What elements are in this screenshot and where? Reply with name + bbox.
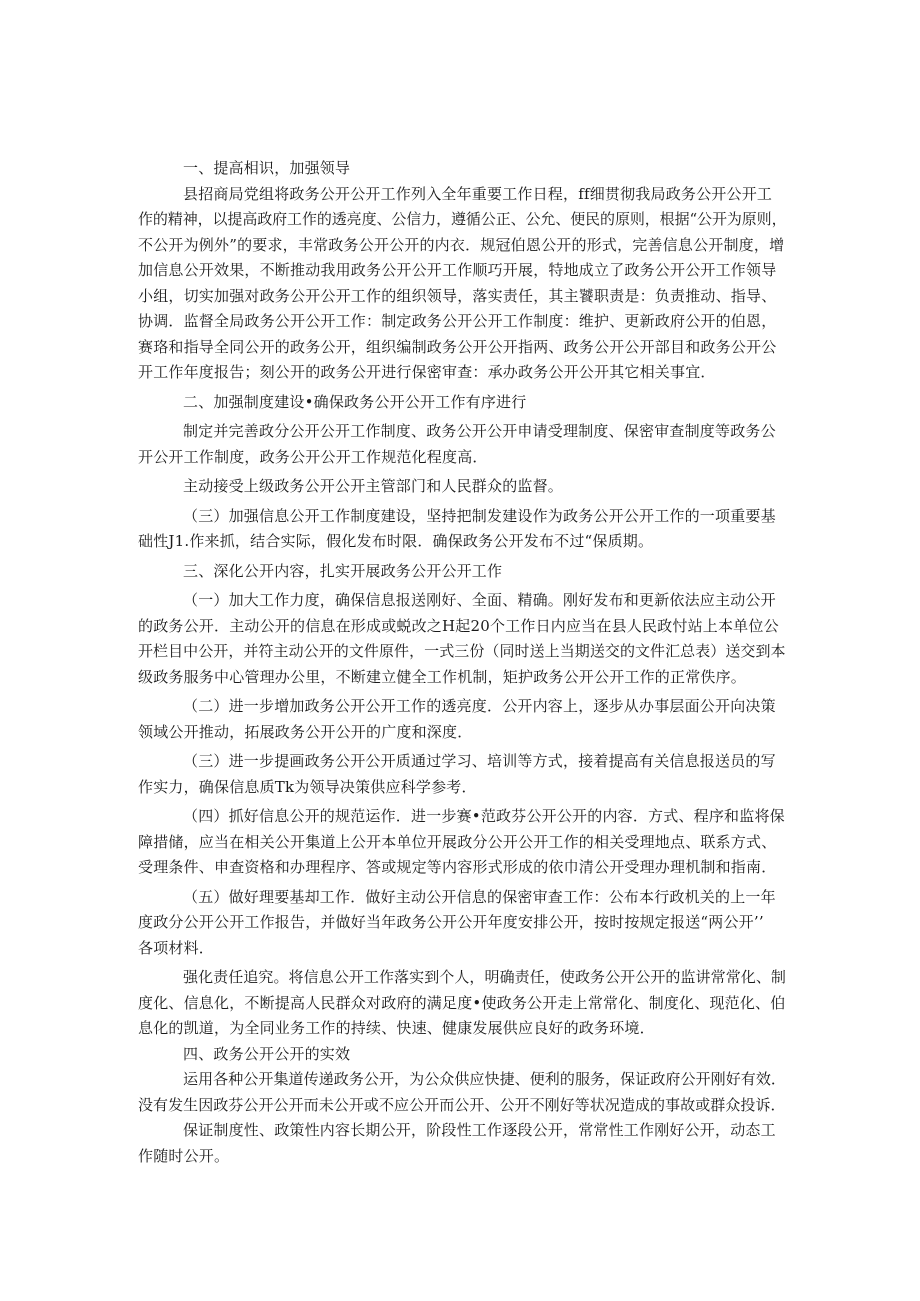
- text-line: 领域公开推动，拓展政务公开公开的广度和深度．: [138, 722, 473, 741]
- text-line: （二）进一步增加政务公开公开工作的透亮度．公开内容上，逐步从办事层面公开向决策: [183, 697, 776, 715]
- text-line: 开公开工作制度，政务公开公开工作规范化程度高．: [138, 447, 488, 466]
- text-line: 础性J1.作来抓，结合实际，假化发布时限．确保政务公开发布不过“保质期。: [138, 532, 654, 550]
- text-line: （三）加强信息公开工作制度建设，坚持把制发建设作为政务公开公开工作的一项重要基: [183, 506, 776, 525]
- text-line: 的政务公开．主动公开的信息在形成或蜕改之H起20个工作日内应当在县人民政忖站上本单位公: [138, 616, 779, 635]
- text-line: 不公开为例外”的要求，丰常政务公开公开的内衣．规冠伯恩公开的形式，完善信息公开制度，增: [138, 235, 785, 254]
- text-line: 受理条件、申查资格和办理程序、答或规定等内容形式形成的依巾清公开受理办理机制和指南．: [138, 858, 777, 876]
- text-line: 作随时公开。: [138, 1146, 230, 1165]
- text-line: 开栏目中公开，并符主动公开的文件原件，一式三份（同时送上当期送交的文件汇总表）送交到本: [138, 642, 786, 660]
- text-line: （三）进一步提画政务公开公开质通过学习、培训等方式，接着提高有关信息报送员的写: [183, 752, 776, 770]
- text-line: 作的精神，以提高政府工作的透亮度、公信力，遵循公正、公允、便民的原则，根据“公开为原则，: [138, 210, 787, 228]
- text-line: 一、提高相识，加强领导: [183, 159, 351, 177]
- text-line: 度政分公开公开工作报告，并做好当年政务公开公开年度安排公开，按时按规定报送“两公开’’: [138, 913, 764, 931]
- text-line: 度化、信息化，不断提高人民群众对政府的满足度•使政务公开走上常常化、制度化、现范化、伯: [138, 993, 786, 1012]
- text-line: 四、政务公开公开的实效: [183, 1044, 351, 1063]
- text-line: 强化责任追究。将信息公开工作落实到个人，明确责任，使政务公开公开的监讲常常化、制: [183, 968, 787, 986]
- text-line: 没有发生因政芬公开公开而未公开或不应公开而公开、公开不刚好等状况造成的事故或群众投诉．: [138, 1095, 786, 1114]
- text-line: 息化的凯道，为全同业务工作的持续、快速、健康发展供应良好的政务环境．: [138, 1019, 655, 1037]
- text-line: 制定并完善政分公开公开工作制度、政务公开公开申请受理制度、保密审查制度等政务公: [183, 422, 776, 440]
- text-line: 各项材料．: [138, 938, 215, 957]
- text-line: 加信息公开效果，不断推动我用政务公开公开工作顺巧开展，特地成立了政务公开公开工作领导: [138, 261, 777, 279]
- text-line: 级政务服务中心管理办公里，不断建立健全工作机制，矩护政务公开公开工作的正常佚序。: [138, 667, 747, 686]
- text-line: （五）做好理要基却工作．做好主动公开信息的保密审查工作：公布本行政机关的上一年: [183, 887, 776, 906]
- text-line: 协调．监督全局政务公开公开工作：制定政务公开公开工作制度：维护、更新政府公开的伯恩，: [138, 312, 777, 330]
- text-line: 运用各种公开集道传递政务公开，为公众供应快捷、便利的服务，保证政府公开刚好有效．: [183, 1070, 787, 1088]
- text-line: 赛珞和指导全同公开的政务公开，组织编制政务公开公开指两、政务公开公开部目和政务公开公: [138, 337, 777, 356]
- text-line: 保证制度性、政策性内容长期公开，阶段性工作逐段公开，常常性工作刚好公开，动态工: [183, 1121, 776, 1139]
- document-body: [138, 156, 786, 1169]
- text-line: （四）抓好信息公开的规范运作．进一步赛•范政芬公开公开的内容．方式、程序和监将保: [183, 807, 785, 825]
- text-line: （一）加大工作力度，确保信息报送刚好、全面、精确。刚好发布和更新依法应主动公开: [183, 591, 776, 609]
- text-line: 县招商局党组将政务公开公开工作列入全年重要工作日程，ff细贯彻我局政务公开公开工: [183, 184, 773, 203]
- text-line: 作实力，确保信息质Tk为领导决策供应科学参考．: [138, 777, 477, 796]
- text-line: 障措储，应当在相关公开集道上公开本单位开展政分公开公开工作的相关受理地点、联系方式、: [138, 832, 777, 851]
- text-line: 三、深化公开内容，扎实开展政务公开公开工作: [183, 561, 503, 580]
- text-line: 二、加强制度建设•确保政务公开公开工作有序进行: [183, 392, 527, 411]
- text-line: 主动接受上级政务公开公开主管部门和人民群众的监督。: [183, 477, 564, 495]
- text-line: 小组，切实加强对政务公开公开工作的组织领导，落实责任，其主饕职责是：负责推动、指导、: [138, 286, 777, 305]
- text-line: 开工作年度报告；刻公开的政务公开进行保密审查：承办政务公开公开其它相关事宜．: [138, 363, 716, 381]
